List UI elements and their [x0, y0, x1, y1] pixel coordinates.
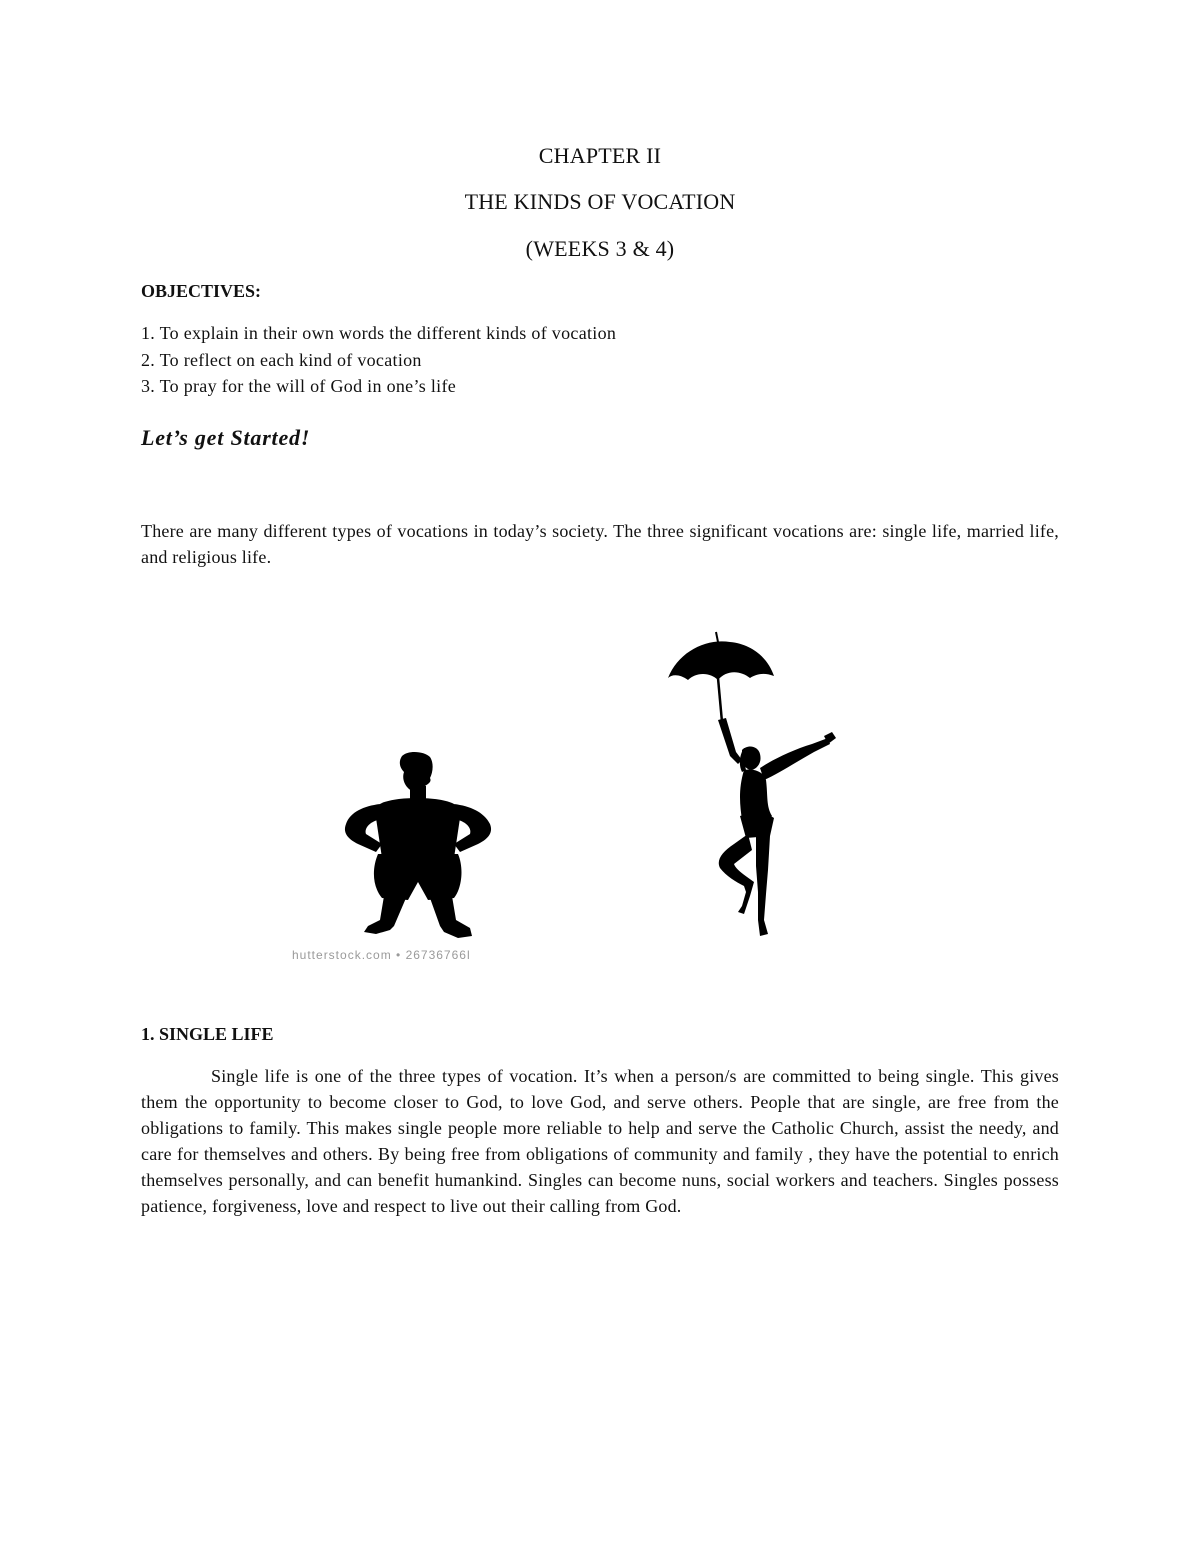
chapter-title: THE KINDS OF VOCATION	[464, 189, 736, 214]
single-life-paragraph	[141, 1063, 1059, 1219]
single-life-heading: 1. SINGLE LIFE	[141, 1024, 274, 1044]
stock-watermark: hutterstock.com • 26736766l	[292, 948, 471, 962]
single-life-text: Single life is one of the three types of vocation. It’s when a person/s are committed to being single. This gives them the opportunity to become closer to God, to love God, and serve others. People that are single, are free from the obligations to family. This makes single people more reliable to help and serve the Catholic Church, assist the needy, and care for themselves and others. By being free from obligations of community and family , they have the potential to enrich themselves personally, and can benefit humankind. Singles can become nuns, social workers and teachers. Singles possess patience, forgiveness, love and respect to live out their calling from God.	[141, 1066, 1059, 1216]
umbrella-woman-silhouette-icon	[660, 630, 840, 940]
intro-paragraph: There are many different types of vocations in today’s society. The three significant vocations are: single life, married life, and religious life.	[141, 521, 1059, 567]
objective-item-2: 2. To reflect on each kind of vocation	[141, 350, 422, 370]
lets-get-started-heading: Let’s get Started!	[141, 425, 311, 450]
weeks-label: (WEEKS 3 & 4)	[525, 236, 675, 261]
chapter-label: CHAPTER II	[538, 143, 662, 168]
man-silhouette-icon	[320, 748, 510, 948]
objective-item-1: 1. To explain in their own words the different kinds of vocation	[141, 323, 617, 343]
objectives-heading: OBJECTIVES:	[141, 281, 262, 301]
objective-item-3: 3. To pray for the will of God in one’s life	[141, 376, 457, 396]
